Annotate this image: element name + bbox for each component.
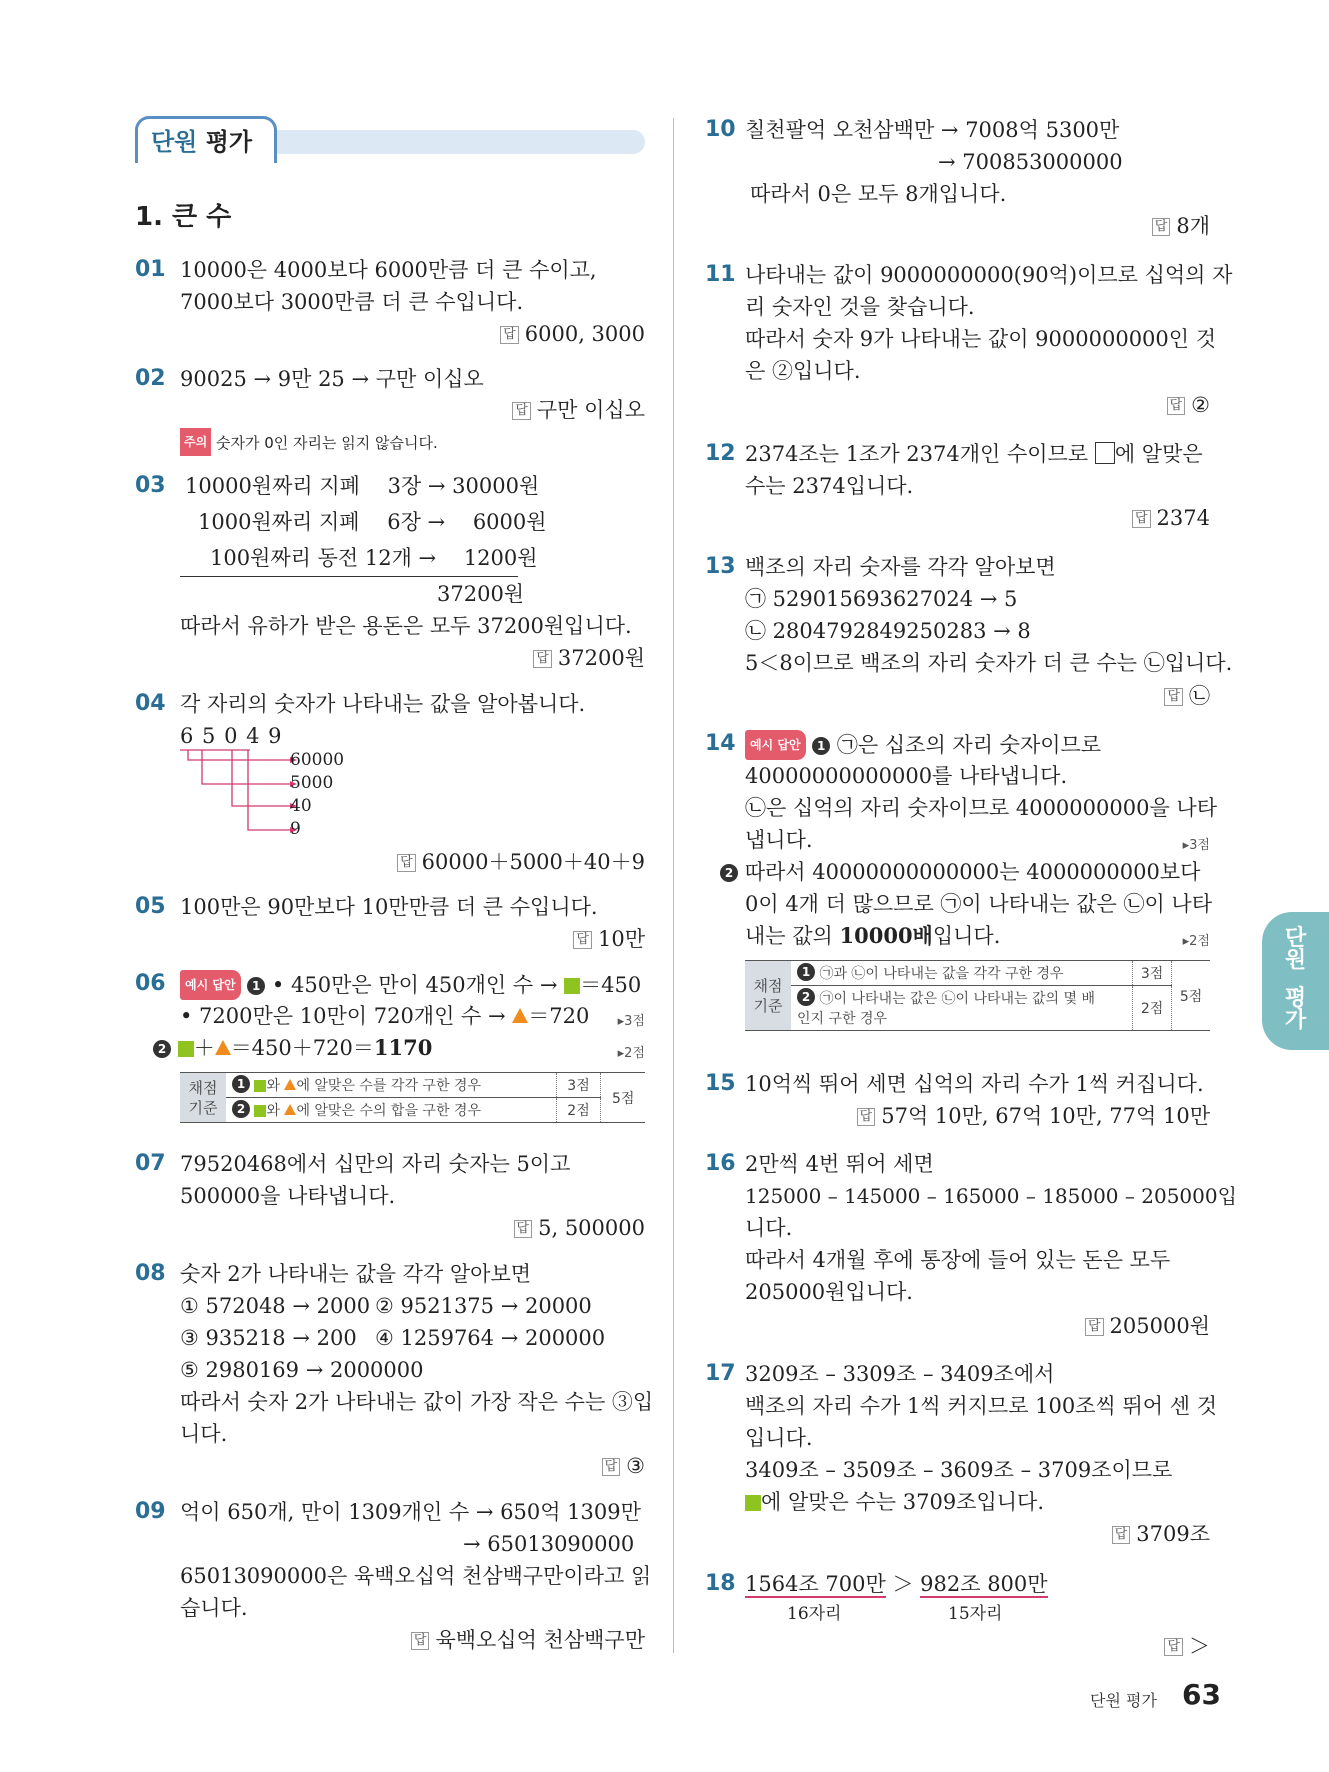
- q07-line1: 79520468에서 십만의 자리 숫자는 5이고: [180, 1152, 571, 1176]
- q06-criterion1-a: 와: [266, 1078, 280, 1094]
- q06-line3-text: ＝450＋720＝: [230, 1036, 374, 1060]
- q08-answer: [602, 1452, 645, 1480]
- q14-criterion1: [791, 961, 1133, 986]
- answer-label: 답: [1164, 688, 1183, 706]
- q14-line3: ㉡은 십억의 자리 숫자이므로 4000000000을 나타: [745, 796, 1217, 820]
- q14-criterion2-b: 인지 구한 경우: [797, 1011, 888, 1027]
- q12-line1: [745, 440, 1203, 468]
- q09-number: 09: [135, 1499, 166, 1524]
- answer-label: 답: [514, 1220, 533, 1238]
- q06-line3: [153, 1034, 432, 1062]
- green-square-icon: [254, 1080, 266, 1092]
- q14-points2: ▸2점: [1182, 934, 1210, 949]
- q12-line1-text: 2374조는 1조가 2374개인 수이므로: [745, 442, 1089, 466]
- q14-number: 14: [705, 731, 736, 756]
- q14-scoring-table: [745, 960, 1210, 1031]
- orange-triangle-icon: [215, 1040, 231, 1055]
- q14-line7-c: 입니다.: [932, 924, 1001, 948]
- caution-badge: 주의: [180, 428, 211, 456]
- q06-criterion2-points: 2점: [556, 1098, 601, 1123]
- q08-number: 08: [135, 1261, 166, 1286]
- q14-line7: [745, 922, 1000, 950]
- q15-answer: [857, 1102, 1210, 1130]
- q14-line1-text: ㉠은 십조의 자리 숫자이므로: [836, 733, 1102, 757]
- q16-line3: 니다.: [745, 1216, 793, 1240]
- q08-item5: ⑤ 2980169 → 2000000: [180, 1358, 424, 1382]
- q16-answer-value: 205000원: [1109, 1314, 1210, 1338]
- q05-answer-value: 10만: [597, 927, 645, 951]
- q02-caution: [180, 428, 438, 457]
- q03-sum: 37200원: [437, 582, 525, 606]
- q06-line2: [180, 1002, 589, 1030]
- q06-points2: ▸2점: [617, 1046, 645, 1061]
- q06-line2-value: ＝720: [528, 1004, 590, 1028]
- q13-answer-value: ㉡: [1189, 684, 1210, 708]
- step1-icon: 1: [247, 977, 265, 995]
- q05-line1: 100만은 90만보다 10만만큼 더 큰 수입니다.: [180, 895, 598, 919]
- q04-digits: 6 5 0 4 9: [180, 724, 283, 748]
- q05-number: 05: [135, 894, 166, 919]
- q14-line2: 40000000000000를 나타냅니다.: [745, 764, 1068, 788]
- q14-total-points: 5점: [1172, 961, 1210, 1031]
- q11-line3: 따라서 숫자 9가 나타내는 값이 9000000000인 것: [745, 327, 1217, 351]
- q10-answer: [1152, 212, 1210, 240]
- q17-answer: [1112, 1520, 1210, 1548]
- q18-number: 18: [705, 1571, 736, 1596]
- q14-line1: [745, 730, 1101, 760]
- page-title: [151, 122, 252, 157]
- q02-caution-text: 숫자가 0인 자리는 읽지 않습니다.: [215, 434, 438, 452]
- example-answer-badge: 예시 답안: [745, 730, 806, 760]
- unit-title: [135, 116, 645, 162]
- q11-line1: 나타내는 값이 9000000000(90억)이므로 십억의 자: [745, 263, 1233, 287]
- q14-line7-b: 10000배: [839, 923, 933, 948]
- answer-label: 답: [500, 326, 519, 344]
- answer-label: 답: [857, 1108, 876, 1126]
- q09-line2: → 65013090000: [463, 1532, 635, 1556]
- answer-label: 답: [602, 1458, 621, 1476]
- green-square-icon: [254, 1105, 266, 1117]
- q04-value1: 60000: [290, 750, 345, 770]
- q03-sum-line: [180, 576, 518, 577]
- q14-criterion2-a: ㉠이 나타내는 값은 ㉡이 나타내는 값의 몇 배: [819, 991, 1095, 1007]
- q07-answer-value: 5, 500000: [538, 1216, 645, 1240]
- green-square-icon: [564, 978, 580, 994]
- q13-line3: ㉡ 2804792849250283 → 8: [745, 619, 1031, 643]
- q14-line5-text: 따라서 40000000000000는 4000000000보다: [744, 860, 1201, 884]
- step2-icon: 2: [232, 1100, 250, 1118]
- q01-number: 01: [135, 257, 166, 282]
- q08-line1: 따라서 숫자 2가 나타내는 값이 가장 작은 수는 ③입: [180, 1390, 654, 1414]
- q07-answer: [514, 1214, 645, 1242]
- q04-value3: 40: [290, 796, 312, 816]
- q08-item2: ② 9521375 → 20000: [375, 1294, 592, 1318]
- q06-line1-text: • 450만은 만이 450개인 수 →: [271, 973, 558, 997]
- orange-triangle-icon: [284, 1079, 296, 1090]
- q06-line2-text: • 7200만은 10만이 720개인 수 →: [180, 1004, 506, 1028]
- q09-line4: 습니다.: [180, 1596, 248, 1620]
- q12-line1-tail: 에 알맞은: [1114, 442, 1203, 466]
- q14-line5: [720, 858, 1200, 886]
- q09-line1: 억이 650개, 만이 1309개인 수 → 650억 1309만: [180, 1500, 641, 1524]
- q11-line2: 리 숫자인 것을 찾습니다.: [745, 295, 975, 319]
- q04-value2: 5000: [290, 773, 334, 793]
- q17-line1: 3209조 – 3309조 – 3409조에서: [745, 1362, 1055, 1386]
- q03-answer-value: 37200원: [557, 646, 645, 670]
- q18-right-number: 982조 800만: [920, 1572, 1048, 1596]
- scoring-header-1: 채점: [188, 1078, 218, 1097]
- answer-label: 답: [1164, 1638, 1183, 1656]
- q01-answer: [500, 320, 645, 348]
- q15-number: 15: [705, 1071, 736, 1096]
- answer-label: 답: [1152, 218, 1171, 236]
- q06-criterion1-b: 에 알맞은 수를 각각 구한 경우: [296, 1078, 481, 1094]
- q17-answer-value: 3709조: [1136, 1522, 1210, 1546]
- side-tab: [1262, 912, 1329, 1050]
- title-word-b: 평가: [205, 128, 253, 156]
- scoring-header-1: 채점: [753, 976, 783, 995]
- answer-label: 답: [411, 1632, 430, 1650]
- orange-triangle-icon: [512, 1008, 528, 1023]
- answer-label: 답: [1085, 1318, 1104, 1336]
- q10-line1: 칠천팔억 오천삼백만 → 7008억 5300만: [745, 118, 1120, 142]
- step2-icon: 2: [720, 864, 738, 882]
- answer-label: 답: [397, 854, 416, 872]
- q14-points1: ▸3점: [1182, 838, 1210, 853]
- q09-line3: 65013090000은 육백오십억 천삼백구만이라고 읽: [180, 1564, 652, 1588]
- q09-answer-value: 육백오십억 천삼백구만: [435, 1628, 645, 1652]
- q12-answer-value: 2374: [1156, 506, 1210, 530]
- scoring-header: [180, 1073, 226, 1123]
- side-tab-char2: 원: [1284, 948, 1307, 973]
- q02-answer: [512, 396, 645, 424]
- q08-item1: ① 572048 → 2000: [180, 1294, 371, 1318]
- q03-line3: 100원짜리 동전 12개 → 1200원: [210, 546, 538, 570]
- q14-criterion2-points: 2점: [1133, 986, 1172, 1031]
- q03-answer: [533, 644, 645, 672]
- answer-label: 답: [573, 931, 592, 949]
- answer-label: 답: [1132, 510, 1151, 528]
- title-word-a: 단원: [151, 128, 198, 156]
- q06-criterion1-points: 3점: [556, 1073, 601, 1098]
- scoring-header-2: 기준: [188, 1098, 218, 1117]
- q16-line5: 205000원입니다.: [745, 1280, 913, 1304]
- q17-line3: 입니다.: [745, 1426, 813, 1450]
- q13-line1: 백조의 자리 숫자를 각각 알아보면: [745, 555, 1056, 579]
- page-number: 63: [1182, 1678, 1221, 1711]
- q17-line5: [745, 1488, 1044, 1516]
- q12-answer: [1132, 504, 1210, 532]
- q03-number: 03: [135, 473, 166, 498]
- q12-number: 12: [705, 441, 736, 466]
- q10-line3: 따라서 0은 모두 8개입니다.: [750, 182, 1007, 206]
- q04-value4: 9: [290, 819, 301, 839]
- q04-answer-value: 60000＋5000＋40＋9: [421, 850, 645, 874]
- q06-total-points: 5점: [601, 1073, 645, 1123]
- q05-answer: [573, 925, 645, 953]
- q14-criterion1-points: 3점: [1133, 961, 1172, 986]
- q07-number: 07: [135, 1151, 166, 1176]
- step1-icon: 1: [812, 737, 830, 755]
- q13-line4: 5＜8이므로 백조의 자리 숫자가 더 큰 수는 ㉡입니다.: [745, 651, 1233, 675]
- scoring-header-2: 기준: [753, 996, 783, 1015]
- q06-criterion2: [226, 1098, 556, 1123]
- q01-line2: 7000보다 3000만큼 더 큰 수입니다.: [180, 290, 524, 314]
- q04-digit-tree: [180, 748, 300, 840]
- side-tab-char4: 가: [1284, 1008, 1307, 1033]
- q18-left-number: 1564조 700만: [745, 1572, 886, 1596]
- q06-scoring-table: [180, 1072, 645, 1123]
- q11-line4: 은 ②입니다.: [745, 359, 861, 383]
- column-divider: [673, 118, 674, 1653]
- step1-icon: 1: [232, 1075, 250, 1093]
- q10-answer-value: 8개: [1176, 214, 1210, 238]
- q16-line2: 125000 – 145000 – 165000 – 185000 – 205000입: [745, 1184, 1237, 1208]
- q15-answer-value: 57억 10만, 67억 10만, 77억 10만: [881, 1104, 1210, 1128]
- q06-criterion2-b: 에 알맞은 수의 합을 구한 경우: [296, 1103, 481, 1119]
- chapter-heading: 1. 큰 수: [135, 202, 232, 232]
- q17-line4: 3409조 – 3509조 – 3609조 – 3709조이므로: [745, 1458, 1173, 1482]
- step2-icon: 2: [797, 988, 815, 1006]
- example-answer-badge: 예시 답안: [180, 970, 241, 1000]
- q06-line3-plus: ＋: [193, 1036, 215, 1060]
- q04-answer: [397, 848, 645, 876]
- q18-left-digits: 16자리: [787, 1604, 842, 1624]
- q06-criterion2-a: 와: [266, 1103, 280, 1119]
- q03-line1: 10000원짜리 지폐 3장 → 30000원: [185, 474, 540, 498]
- q06-line3-result: 1170: [373, 1035, 433, 1060]
- q18-comparison: [745, 1570, 1048, 1598]
- q16-line1: 2만씩 4번 뛰어 세면: [745, 1152, 934, 1176]
- q06-points1: ▸3점: [617, 1014, 645, 1029]
- q18-operator: ＞: [892, 1572, 914, 1596]
- q17-number: 17: [705, 1361, 736, 1386]
- q18-answer: [1164, 1632, 1210, 1660]
- title-bar: [235, 130, 645, 154]
- footer-section-label: 단원 평가: [1090, 1691, 1157, 1710]
- q14-criterion1-text: ㉠과 ㉡이 나타내는 값을 각각 구한 경우: [819, 966, 1064, 982]
- q02-number: 02: [135, 366, 166, 391]
- step2-icon: 2: [153, 1040, 171, 1058]
- q14-line4: 냅니다.: [745, 828, 813, 852]
- q08-line0: 숫자 2가 나타내는 값을 각각 알아보면: [180, 1262, 532, 1286]
- q06-criterion1: [226, 1073, 556, 1098]
- scoring-header: [745, 961, 791, 1031]
- q01-answer-value: 6000, 3000: [524, 322, 645, 346]
- q06-line1-value: ＝450: [580, 973, 642, 997]
- q13-number: 13: [705, 554, 736, 579]
- q14-line6: 0이 4개 더 많으므로 ㉠이 나타내는 값은 ㉡이 나타: [745, 892, 1212, 916]
- q10-line2: → 700853000000: [938, 150, 1123, 174]
- q13-line2: ㉠ 529015693627024 → 5: [745, 587, 1018, 611]
- q14-criterion2: [791, 986, 1133, 1031]
- side-tab-char3: 평: [1284, 986, 1307, 1011]
- q02-line1: 90025 → 9만 25 → 구만 이십오: [180, 367, 484, 391]
- q04-line1: 각 자리의 숫자가 나타내는 값을 알아봅니다.: [180, 692, 586, 716]
- q16-answer: [1085, 1312, 1210, 1340]
- q02-answer-value: 구만 이십오: [536, 398, 645, 422]
- answer-label: 답: [1167, 397, 1186, 415]
- q11-answer-value: ②: [1191, 393, 1210, 417]
- q16-number: 16: [705, 1151, 736, 1176]
- q17-line2: 백조의 자리 수가 1씩 커지므로 100조씩 뛰어 센 것: [745, 1394, 1217, 1418]
- q07-line2: 500000을 나타냅니다.: [180, 1184, 396, 1208]
- blank-box-icon: [1095, 442, 1115, 464]
- q16-line4: 따라서 4개월 후에 통장에 들어 있는 돈은 모두: [745, 1248, 1171, 1272]
- answer-label: 답: [533, 650, 552, 668]
- q12-line2: 수는 2374입니다.: [745, 474, 914, 498]
- answer-label: 답: [1112, 1526, 1131, 1544]
- side-tab-char1: 단: [1284, 926, 1307, 951]
- q11-answer: [1167, 391, 1210, 419]
- step1-icon: 1: [797, 963, 815, 981]
- q15-line1: 10억씩 뛰어 세면 십억의 자리 수가 1씩 커집니다.: [745, 1072, 1204, 1096]
- q03-line4: 따라서 유하가 받은 용돈은 모두 37200원입니다.: [180, 614, 632, 638]
- q14-line7-a: 내는 값의: [745, 924, 840, 948]
- q08-line2: 니다.: [180, 1422, 228, 1446]
- q06-line1: [180, 970, 641, 1000]
- q10-number: 10: [705, 117, 736, 142]
- q18-right-digits: 15자리: [948, 1604, 1003, 1624]
- q17-line5-text: 에 알맞은 수는 3709조입니다.: [761, 1490, 1045, 1514]
- q11-number: 11: [705, 262, 736, 287]
- q04-number: 04: [135, 691, 166, 716]
- q08-answer-value: ③: [626, 1454, 645, 1478]
- green-square-icon: [745, 1495, 761, 1511]
- q08-item3: ③ 935218 → 200: [180, 1326, 357, 1350]
- q13-answer: [1164, 682, 1210, 710]
- q03-line2: 1000원짜리 지폐 6장 → 6000원: [198, 510, 547, 534]
- q06-number: 06: [135, 971, 166, 996]
- orange-triangle-icon: [284, 1104, 296, 1115]
- q18-answer-value: ＞: [1189, 1634, 1210, 1658]
- q01-line1: 10000은 4000보다 6000만큼 더 큰 수이고,: [180, 258, 597, 282]
- green-square-icon: [178, 1041, 194, 1057]
- answer-label: 답: [512, 402, 531, 420]
- q09-answer: [411, 1626, 645, 1654]
- q08-item4: ④ 1259764 → 200000: [375, 1326, 606, 1350]
